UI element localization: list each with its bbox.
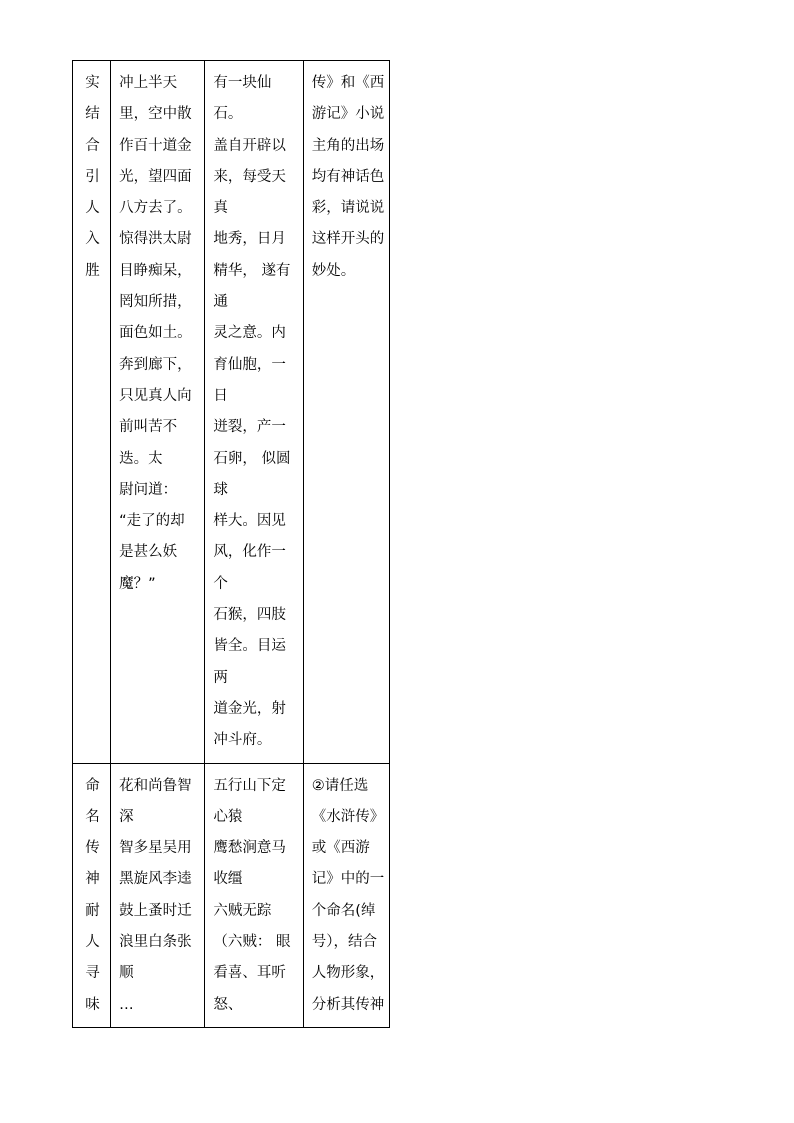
cell-text-line: 胜 bbox=[85, 262, 100, 279]
cell-text-line: 耐 bbox=[85, 902, 100, 919]
cell-text-line: 日 bbox=[213, 387, 228, 404]
cell-text-line: 入 bbox=[85, 231, 100, 248]
cell-text-line: 鼓上蚤时迁 bbox=[119, 902, 192, 919]
cell-text-line: 面色如土。 bbox=[119, 325, 192, 342]
cell-text-line: 五行山下定 bbox=[213, 777, 286, 794]
cell-text-line: 结 bbox=[85, 106, 100, 123]
cell-text-line: 有一块仙 bbox=[213, 75, 272, 91]
cell-text-line: 光，望四面 bbox=[119, 168, 192, 185]
cell-text-line: 个 bbox=[213, 575, 228, 592]
cell-text-line: 冲上半天 bbox=[119, 75, 178, 91]
shuihu-nicknames-cell bbox=[111, 763, 205, 1027]
cell-text-line: 道金光，射 bbox=[213, 700, 286, 717]
cell-text-line: 黑旋风李逵 bbox=[119, 871, 192, 888]
category-cell bbox=[73, 763, 111, 1027]
cell-text-line: 来，每受天 bbox=[213, 168, 286, 185]
cell-text-line: 八方去了。 bbox=[119, 200, 192, 217]
shuihu-excerpt-cell bbox=[111, 61, 205, 764]
table-row bbox=[73, 763, 390, 1027]
cell-text-line: 鹰愁涧意马 bbox=[213, 840, 286, 857]
cell-text-line: 迭。太 bbox=[119, 450, 163, 467]
cell-text-line: 深 bbox=[119, 808, 134, 825]
cell-text-line: 石卵， 似圆 bbox=[213, 450, 291, 467]
cell-text-line: 或《西游 bbox=[311, 840, 370, 857]
cell-text-line: 记》中的一 bbox=[311, 871, 385, 888]
xiyou-excerpt-cell bbox=[205, 61, 303, 764]
cell-text-line: 号），结合 bbox=[311, 934, 377, 951]
cell-text-line: 人 bbox=[85, 200, 100, 217]
cell-text-line: 育仙胞，一 bbox=[213, 356, 286, 373]
cell-text-line: 魔？” bbox=[119, 575, 156, 592]
cell-text-line: 智多星吴用 bbox=[119, 840, 192, 857]
question-cell bbox=[303, 763, 389, 1027]
cell-text-line: 球 bbox=[213, 481, 228, 498]
cell-text-line: 分析其传神 bbox=[311, 996, 385, 1013]
cell-text-line: 石猴，四肢 bbox=[213, 607, 286, 624]
cell-text-line: 精华， 遂有 bbox=[213, 262, 291, 279]
cell-text-line: 名 bbox=[85, 808, 100, 825]
table-row bbox=[73, 61, 390, 764]
cell-text-line: “走了的却 bbox=[119, 513, 185, 530]
cell-text-line: 只见真人向 bbox=[119, 387, 192, 404]
cell-text-line: 前叫苦不 bbox=[119, 419, 178, 436]
cell-text-line: 惊得洪太尉 bbox=[119, 231, 192, 248]
cell-text-line: 彩，请说说 bbox=[311, 200, 385, 217]
cell-text-line: 奔到廊下， bbox=[119, 356, 192, 373]
cell-text-line: 风，化作一 bbox=[213, 544, 286, 561]
cell-text-line: 这样开头的 bbox=[311, 231, 385, 248]
cell-text-line: 罔知所措， bbox=[119, 294, 192, 311]
cell-text-line: 花和尚鲁智 bbox=[119, 777, 192, 794]
cell-text-line: 石。 bbox=[213, 106, 243, 123]
cell-text-line: 传 bbox=[85, 840, 100, 857]
cell-text-line: 浪里白条张 bbox=[119, 934, 192, 951]
cell-text-line: 主角的出场 bbox=[311, 137, 385, 154]
cell-text-line: 收缰 bbox=[213, 871, 243, 888]
cell-text-line: 人物形象， bbox=[311, 965, 385, 982]
category-cell bbox=[73, 61, 111, 764]
cell-text-line: 里，空中散 bbox=[119, 106, 192, 123]
cell-text-line: 通 bbox=[213, 294, 228, 311]
cell-text-line: 引 bbox=[85, 168, 100, 185]
cell-text-line: 看喜、耳听 bbox=[213, 965, 286, 982]
cell-text-line: 传》和《西 bbox=[311, 75, 385, 91]
cell-text-line: 冲斗府。 bbox=[213, 732, 272, 749]
cell-text-line: 神 bbox=[85, 871, 100, 888]
cell-text-line: 迸裂，产一 bbox=[213, 419, 286, 436]
cell-text-line: 样大。因见 bbox=[213, 513, 286, 530]
cell-text-line: 顺 bbox=[119, 965, 134, 982]
cell-text-line: 目睁痴呆， bbox=[119, 262, 192, 279]
cell-text-line: 味 bbox=[85, 996, 100, 1013]
cell-text-line: （六贼： 眼 bbox=[213, 934, 291, 951]
content-table bbox=[72, 60, 390, 1028]
cell-text-line: 六贼无踪 bbox=[213, 902, 272, 919]
cell-text-line: 尉问道： bbox=[119, 481, 178, 498]
question-cell bbox=[303, 61, 389, 764]
cell-text-line: 命 bbox=[85, 777, 100, 794]
cell-text-line: 怒、 bbox=[213, 996, 243, 1013]
cell-text-line: 是甚么妖 bbox=[119, 544, 178, 561]
cell-text-line: 人 bbox=[85, 934, 100, 951]
xiyou-chapters-cell bbox=[205, 763, 303, 1027]
cell-text-line: ②请任选 bbox=[311, 777, 369, 794]
cell-text-line: 地秀，日月 bbox=[213, 231, 286, 248]
cell-text-line: 寻 bbox=[85, 965, 100, 982]
cell-text-line: 皆全。目运 bbox=[213, 638, 286, 655]
cell-text-line: 灵之意。内 bbox=[213, 325, 286, 342]
cell-text-line: 两 bbox=[213, 669, 228, 686]
cell-text-line: 作百十道金 bbox=[119, 137, 192, 154]
cell-text-line: 妙处。 bbox=[311, 262, 356, 279]
cell-text-line: 实 bbox=[85, 75, 100, 91]
cell-text-line: 盖自开辟以 bbox=[213, 137, 286, 154]
cell-text-line: 真 bbox=[213, 200, 228, 217]
cell-text-line: 合 bbox=[85, 137, 100, 154]
cell-text-line: 均有神话色 bbox=[311, 168, 385, 185]
cell-text-line: 个命名(绰 bbox=[311, 902, 376, 919]
cell-text-line: 《水浒传》 bbox=[311, 808, 385, 825]
cell-text-line: 心猿 bbox=[213, 808, 243, 825]
cell-text-line: … bbox=[119, 996, 134, 1013]
cell-text-line: 游记》小说 bbox=[311, 106, 385, 123]
